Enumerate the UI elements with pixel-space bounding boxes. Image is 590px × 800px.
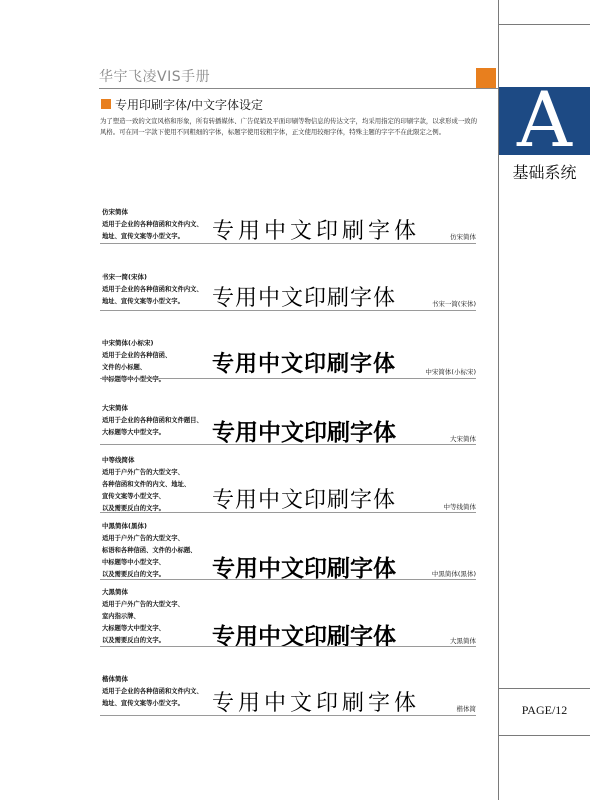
font-usage-description: [102, 533, 196, 581]
row-divider: [100, 444, 476, 445]
section-letter: A: [517, 75, 572, 164]
row-divider: [100, 512, 476, 513]
row-divider: [100, 579, 476, 580]
usage-line: 适用于企业的各种信函、: [102, 352, 172, 359]
font-sample-text: 专用中文印刷字体: [212, 691, 421, 716]
usage-line: 标语和各种信函、文件的小标题、: [102, 547, 197, 554]
usage-line: 适用于企业的各种信函和文件内文、: [102, 286, 203, 293]
usage-line: 地址、宣传文案等小型文字。: [102, 233, 184, 240]
font-usage-description: [102, 415, 203, 439]
usage-line: 以及需要反白的文字。: [102, 571, 165, 578]
usage-line: 适用于企业的各种信函和文件内文、: [102, 688, 203, 695]
section-title: 基础系统: [512, 163, 577, 182]
usage-line: 中标题等中小型文字。: [102, 376, 165, 383]
font-name-heading: 中黑简体(黑体): [102, 522, 147, 530]
row-divider: [100, 715, 476, 716]
usage-line: 适用于户外广告的大型文字、: [102, 469, 184, 476]
usage-line: 适用于户外广告的大型文字、: [102, 535, 184, 542]
usage-line: 大标题等大中型文字。: [102, 429, 165, 436]
sidebar-divider: [498, 735, 590, 736]
font-sample-text: 专用中文印刷字体: [212, 624, 396, 650]
font-label: 大宋简体: [450, 435, 476, 443]
page-number: PAGE/12: [521, 703, 568, 717]
intro-paragraph: 为了塑造一致的文宣风格和形象，所有转播媒体、广告促销及平面印刷等物信息的传达文字，均采用指定的印刷字款，以求形成一致的风格。可在同一字款下使用不同粗细的字体，标题字使用较粗字体，正文使用较细字体，特殊主题的字字不在此限定之例。: [100, 117, 478, 136]
usage-line: 地址、宣传文案等小型文字。: [102, 700, 184, 707]
font-usage-description: [102, 599, 184, 647]
usage-line: 适用于企业的各种信函和文件题目、: [102, 417, 203, 424]
font-label: 中黑简体(黑体): [431, 570, 476, 578]
font-sample-text: 专用中文印刷字体: [212, 419, 396, 446]
font-name-heading: 楷体简体: [102, 675, 128, 683]
font-label: 仿宋简体: [450, 233, 476, 241]
usage-line: 适用于企业的各种信函和文件内文、: [102, 221, 203, 228]
font-label: 大黑简体: [450, 637, 476, 645]
font-name-heading: 中等线简体: [102, 456, 135, 464]
bullet-square-icon: [101, 99, 111, 109]
font-sample-text: 专用中文印刷字体: [212, 351, 397, 377]
font-name-heading: 仿宋简体: [102, 208, 128, 216]
font-usage-description: [102, 284, 203, 308]
font-name-heading: 中宋简体(小标宋): [102, 339, 154, 347]
usage-line: 适用于户外广告的大型文字、: [102, 601, 184, 608]
section-subtitle: 专用印刷字体/中文字体设定: [115, 98, 264, 112]
font-sample-text: 专用中文印刷字体: [212, 556, 396, 582]
font-name-heading: 书宋一简(宋体): [102, 273, 147, 281]
usage-line: 以及需要反白的文字。: [102, 505, 165, 512]
sidebar-divider: [498, 24, 590, 25]
font-usage-description: [102, 219, 203, 243]
manual-title: 华宇飞凌VIS手册: [99, 69, 211, 85]
header-rule: [99, 88, 498, 89]
usage-line: 文件的小标题、: [102, 364, 147, 371]
font-label: 中宋简体(小标宋): [425, 368, 476, 376]
usage-line: 宣传文案等小型文字、: [102, 493, 165, 500]
font-sample-text: 专用中文印刷字体: [212, 219, 421, 244]
font-usage-description: [102, 686, 203, 710]
row-divider: [100, 310, 476, 311]
font-sample-text: 专用中文印刷字体: [212, 286, 397, 311]
row-divider: [100, 646, 476, 647]
orange-marker: [476, 68, 496, 88]
usage-line: 中标题等中小型文字、: [102, 559, 165, 566]
font-name-heading: 大黑简体: [102, 588, 128, 596]
row-divider: [100, 378, 476, 379]
font-label: 书宋一简(宋体): [431, 300, 476, 308]
usage-line: 以及需要反白的文字。: [102, 637, 165, 644]
font-name-heading: 大宋简体: [102, 404, 128, 412]
usage-line: 室内指示牌、: [102, 613, 140, 620]
font-label: 楷体简: [456, 705, 476, 713]
usage-line: 大标题等大中型文字、: [102, 625, 165, 632]
font-sample-text: 专用中文印刷字体: [212, 488, 397, 513]
row-divider: [100, 243, 476, 244]
usage-line: 地址、宣传文案等小型文字。: [102, 298, 184, 305]
font-usage-description: [102, 350, 171, 386]
font-usage-description: [102, 467, 190, 515]
usage-line: 各种信函和文件的内文、地址、: [102, 481, 191, 488]
sidebar-divider: [498, 688, 590, 689]
font-label: 中等线简体: [443, 503, 476, 511]
